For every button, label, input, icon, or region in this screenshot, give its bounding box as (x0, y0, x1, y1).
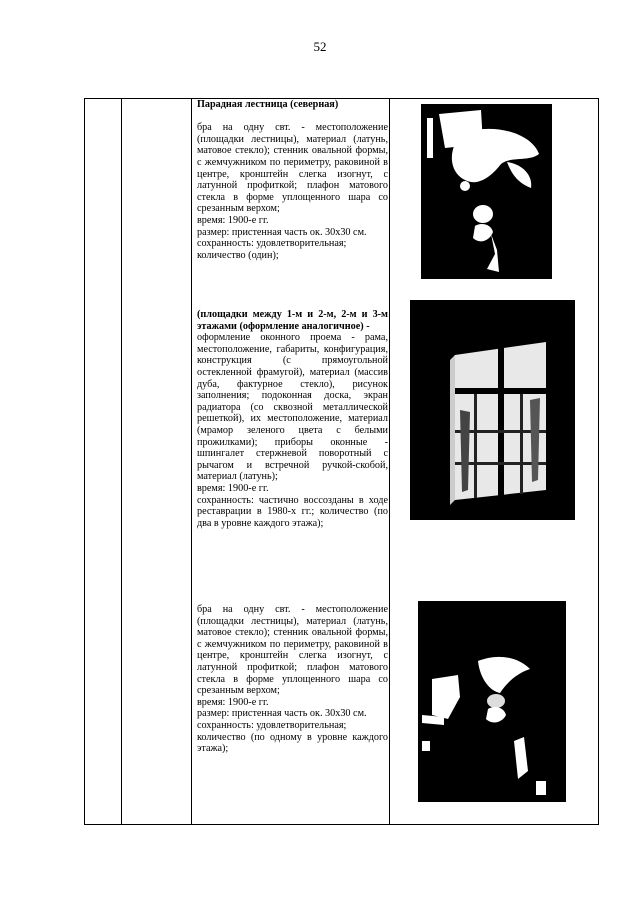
entry-description: бра на одну свт. - местоположение (площадки лестницы), материал (латунь, матовое стекло); стенник овальной формы, с жемчужником по периметру, раковиной в центре, кронштейн слегка изогнут, с латунной профиткой; плафон матового стекла в форме уплощенного шара со срезанным верхом; (197, 122, 388, 215)
entry-quantity: количество (один); (197, 249, 279, 261)
entry-wall-sconce-1 (197, 99, 388, 261)
entry-date: время: 1900-е гг. (197, 214, 269, 226)
entry-quantity: количество (по одному в уровне каждого этажа); (197, 731, 388, 755)
entry-heading: Парадная лестница (северная) (197, 99, 339, 110)
entry-condition: сохранность: удовлетворительная; (197, 719, 347, 731)
entry-window (197, 309, 388, 529)
column-divider (191, 99, 192, 824)
column-divider (389, 99, 390, 824)
entry-description: бра на одну свт. - местоположение (площадки лестницы), материал (латунь, матовое стекло); стенник овальной формы, с жемчужником по периметру, раковиной в центре, кронштейн слегка изогнут, с латунной профиткой; плафон матового стекла в форме уплощенного шара со срезанным верхом; (197, 604, 388, 697)
sconce-photo (418, 601, 566, 802)
entry-date: время: 1900-е гг. (197, 696, 269, 708)
entry-condition: сохранность: удовлетворительная; (197, 238, 347, 250)
entry-condition: сохранность: частично воссозданы в ходе реставрации в 1980-х гг.; количество (по два в уровне каждого этажа); (197, 494, 388, 529)
entry-wall-sconce-2 (197, 604, 388, 755)
entry-description: оформление оконного проема - рама, местоположение, габариты, конфигурация, конструкция (с прямоугольной остекленной фрамугой), материал (массив дуба, фактурное стекло), рисунок заполнения; подоконная доска, экран радиатора (со сквозной металлической решеткой), их местоположение, материал (мрамор зеленого цвета с белыми прожилками); приборы оконные - шпингалет стержневой поворотный с рычагом и встречной ручкой-скобой, материал (латунь); (197, 332, 388, 483)
entry-size: размер: пристенная часть ок. 30х30 см. (197, 708, 367, 720)
page-number: 52 (313, 39, 327, 54)
sconce-photo (421, 104, 552, 279)
column-divider (121, 99, 122, 824)
staircase-window-photo (410, 300, 575, 520)
entry-size: размер: пристенная часть ок. 30х30 см. (197, 226, 367, 238)
entry-date: время: 1900-е гг. (197, 482, 269, 494)
entry-heading: (площадки между 1-м и 2-м, 2-м и 3-м этажами (оформление аналогичное) - (197, 309, 388, 332)
